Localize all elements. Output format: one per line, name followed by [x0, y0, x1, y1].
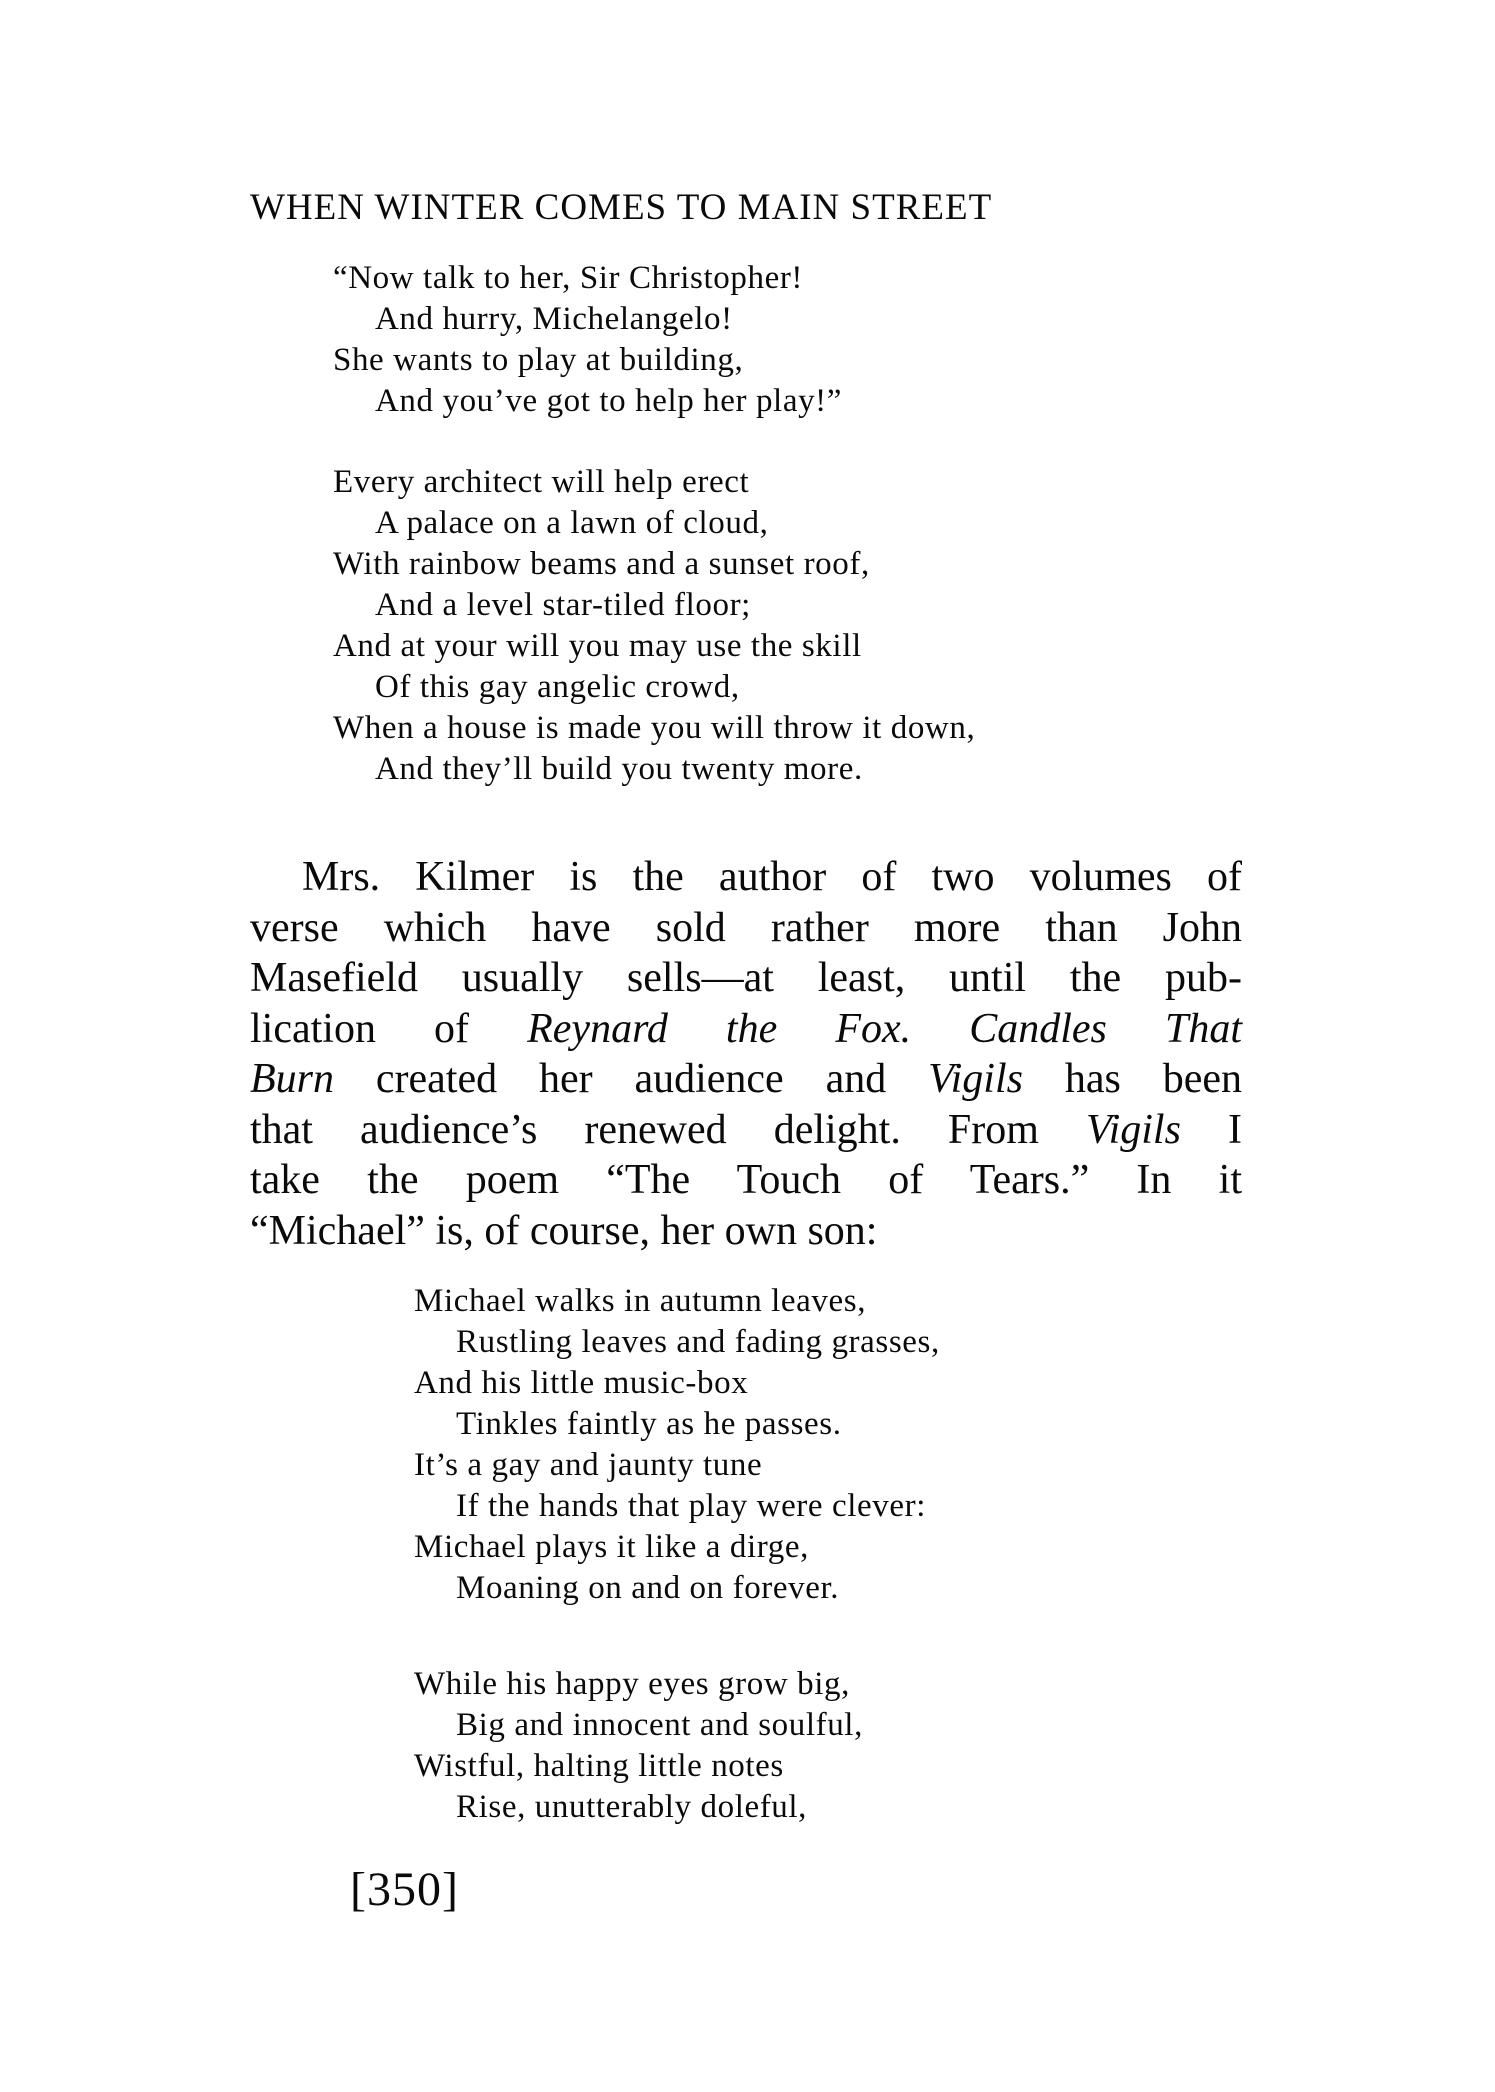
- verse-line: And a level star-tiled floor;: [375, 587, 751, 623]
- poem-stanza: [333, 462, 975, 790]
- book-title: Vigils: [1086, 1106, 1181, 1153]
- verse-line: Wistful, halting little notes: [414, 1748, 784, 1784]
- verse-line: Big and innocent and soulful,: [456, 1707, 863, 1743]
- poem-stanza: [414, 1664, 863, 1828]
- prose-text: [911, 1006, 969, 1052]
- verse-line: Moaning on and on forever.: [456, 1570, 840, 1606]
- prose-text: I: [1180, 1106, 1242, 1153]
- prose-line: [250, 1004, 1242, 1055]
- prose-line: [250, 903, 1242, 954]
- verse-line: Every architect will help erect: [333, 464, 750, 500]
- prose-text: that audience’s renewed delight. From: [250, 1106, 1087, 1153]
- prose-text: lication of: [250, 1005, 528, 1052]
- prose-line: [250, 1155, 1242, 1206]
- verse-line: When a house is made you will throw it down,: [333, 710, 976, 746]
- verse-line: It’s a gay and jaunty tune: [414, 1447, 763, 1483]
- prose-line: [250, 1054, 1242, 1105]
- verse-line: Michael walks in autumn leaves,: [414, 1283, 867, 1319]
- verse-line: Michael plays it like a dirge,: [414, 1529, 809, 1565]
- prose-line: [250, 953, 1242, 1004]
- verse-line: Of this gay angelic crowd,: [375, 669, 740, 705]
- prose-text: has been: [1022, 1056, 1242, 1102]
- verse-line: And they’ll build you twenty more.: [375, 751, 863, 787]
- prose-line: [250, 1105, 1242, 1156]
- prose-text: Mrs. Kilmer is the author of two volumes of: [302, 854, 1242, 900]
- prose-text: created her audience and: [334, 1056, 929, 1102]
- verse-line: Rustling leaves and fading grasses,: [456, 1324, 940, 1360]
- verse-line: While his happy eyes grow big,: [414, 1666, 850, 1702]
- verse-line: And hurry, Michelangelo!: [375, 301, 733, 337]
- verse-line: If the hands that play were clever:: [456, 1488, 926, 1524]
- verse-line: Rise, unutterably doleful,: [456, 1789, 808, 1825]
- verse-line: “Now talk to her, Sir Christopher!: [333, 260, 803, 296]
- running-head: WHEN WINTER COMES TO MAIN STREET: [250, 187, 993, 228]
- prose-text: take the poem “The Touch of Tears.” In it: [250, 1157, 1242, 1203]
- book-title: Reynard the Fox.: [527, 1005, 912, 1052]
- poem-stanza: [333, 258, 842, 422]
- prose-line: [250, 1206, 1242, 1257]
- verse-line: She wants to play at building,: [333, 342, 744, 378]
- prose-text: “Michael” is, of course, her own son:: [250, 1207, 878, 1254]
- verse-line: A palace on a lawn of cloud,: [375, 505, 769, 541]
- verse-line: And his little music-box: [414, 1365, 749, 1401]
- page-number: [350]: [350, 1863, 459, 1916]
- verse-line: And at your will you may use the skill: [333, 628, 862, 664]
- prose-text: Masefield usually sells—at least, until the pub-: [250, 955, 1242, 1001]
- prose-text: verse which have sold rather more than John: [250, 904, 1242, 951]
- verse-line: With rainbow beams and a sunset roof,: [333, 546, 870, 582]
- book-title: Vigils: [928, 1056, 1023, 1102]
- book-title: Burn: [250, 1056, 334, 1102]
- book-title: Candles That: [969, 1005, 1242, 1052]
- poem-stanza: [414, 1281, 940, 1609]
- verse-line: And you’ve got to help her play!”: [375, 383, 843, 419]
- prose-paragraph: [250, 852, 1242, 1256]
- prose-line: [250, 852, 1242, 903]
- verse-line: Tinkles faintly as he passes.: [456, 1406, 842, 1442]
